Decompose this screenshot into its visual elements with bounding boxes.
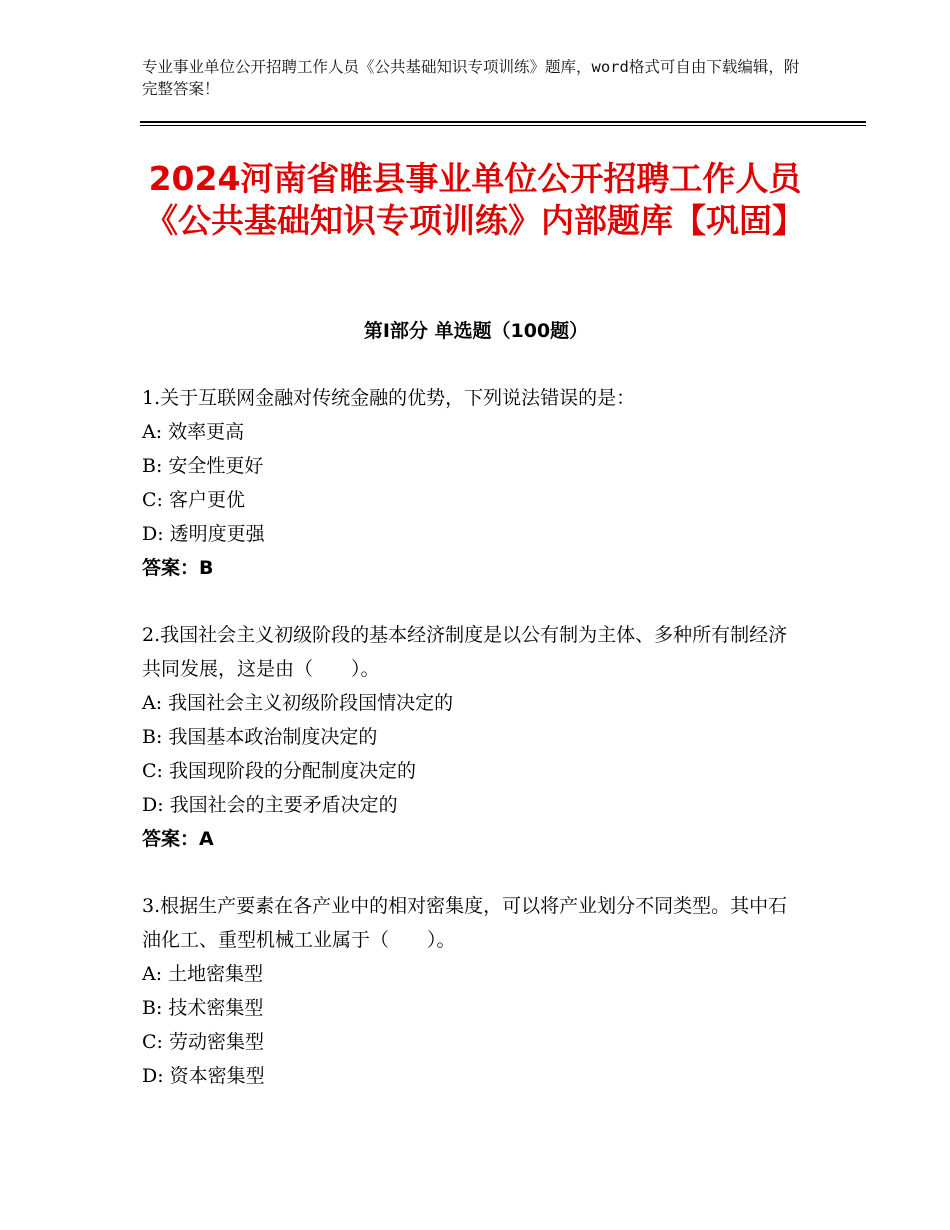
question-3 [142, 889, 802, 1093]
option-d: D: 我国社会的主要矛盾决定的 [142, 794, 398, 816]
option-c: C: 劳动密集型 [142, 1031, 264, 1053]
question-2 [142, 618, 802, 856]
option-c: C: 我国现阶段的分配制度决定的 [142, 760, 416, 782]
option-a: A: 土地密集型 [142, 963, 264, 985]
question-stem: 2.我国社会主义初级阶段的基本经济制度是以公有制为主体、多种所有制经济共同发展，这是由（ ）。 [142, 624, 788, 680]
question-stem: 1.关于互联网金融对传统金融的优势，下列说法错误的是： [142, 387, 636, 409]
header-rule-thin [140, 125, 866, 126]
question-list [142, 381, 802, 1126]
option-b: B: 我国基本政治制度决定的 [142, 726, 378, 748]
answer-label: 答案：A [142, 828, 214, 850]
question-1 [142, 381, 802, 585]
header-rule-thick [140, 121, 866, 123]
option-a: A: 我国社会主义初级阶段国情决定的 [142, 692, 454, 714]
option-b: B: 安全性更好 [142, 455, 264, 477]
header-note: 专业事业单位公开招聘工作人员《公共基础知识专项训练》题库，word格式可自由下载编辑，附完整答案！ [142, 58, 800, 98]
document-title: 2024河南省睢县事业单位公开招聘工作人员《公共基础知识专项训练》内部题库【巩固】 [145, 159, 805, 240]
option-a: A: 效率更高 [142, 421, 245, 443]
option-c: C: 客户更优 [142, 489, 245, 511]
option-b: B: 技术密集型 [142, 997, 264, 1019]
option-d: D: 资本密集型 [142, 1065, 265, 1087]
section-title: 第Ⅰ部分 单选题（100题） [363, 320, 589, 342]
question-stem: 3.根据生产要素在各产业中的相对密集度，可以将产业划分不同类型。其中石油化工、重型机械工业属于（ ）。 [142, 895, 788, 951]
option-d: D: 透明度更强 [142, 523, 265, 545]
answer-label: 答案：B [142, 557, 214, 579]
